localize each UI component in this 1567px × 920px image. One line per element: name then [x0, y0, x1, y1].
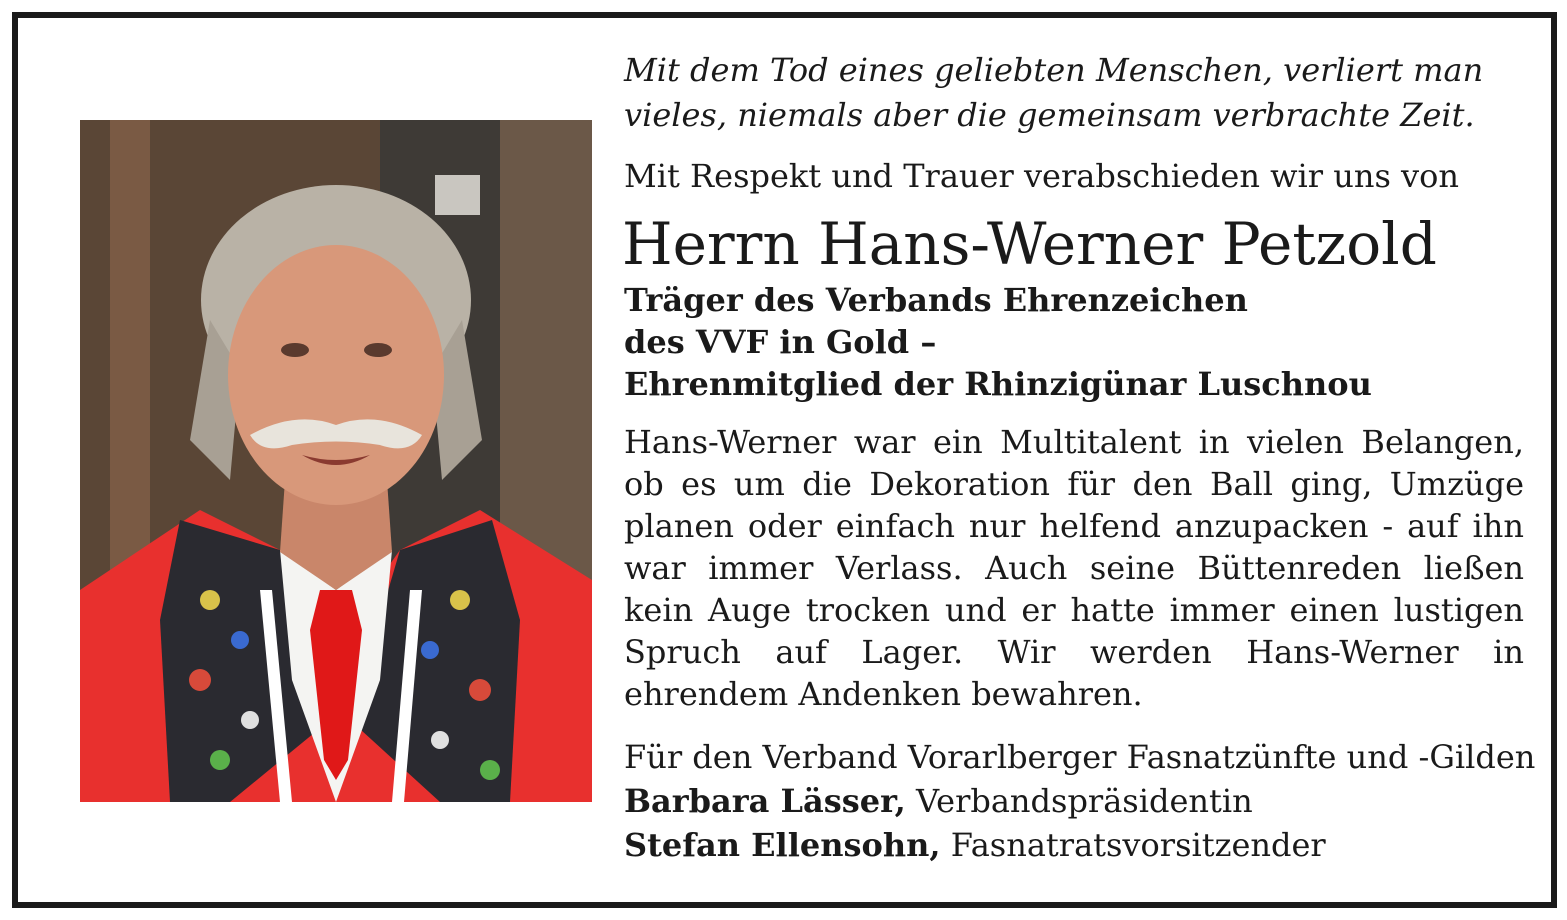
signer-line [624, 779, 1544, 823]
memorial-quote [624, 48, 1544, 138]
tribute-text: Hans-Werner war ein Multitalent in vielen Belangen, ob es um die Dekoration für den Ball ging, Umzüge planen oder einfach nur helfend anzupacken - auf ihn war immer Verlass. Auch seine Büttenreden ließen kein Auge trocken und er hatte immer einen lustigen Spruch auf Lager. Wir werden Hans-Werner in ehrendem Andenken bewahren. [624, 423, 1524, 713]
honor-line: Ehrenmitglied der Rhinzigünar Luschnou [624, 365, 1372, 403]
signer-role: Verbandspräsidentin [915, 782, 1253, 820]
signoff [624, 735, 1544, 867]
honors-list [624, 279, 1544, 405]
obituary-text [624, 48, 1544, 867]
signer-name: Stefan Ellensohn, [624, 826, 941, 864]
honor-line: Träger des Verbands Ehrenzeichen [624, 281, 1248, 319]
signer-role: Fasnatratsvorsitzender [950, 826, 1326, 864]
deceased-name: Herrn Hans-Werner Petzold [622, 210, 1437, 278]
obituary-frame [12, 12, 1557, 908]
signer-line [624, 823, 1544, 867]
quote-line: Mit dem Tod eines geliebten Menschen, verliert man [624, 51, 1484, 89]
intro-text: Mit Respekt und Trauer verabschieden wir uns von [624, 157, 1459, 195]
honor-line: des VVF in Gold – [624, 323, 937, 361]
signoff-organization: Für den Verband Vorarlberger Fasnatzünfte und -Gilden [624, 738, 1536, 776]
quote-line: vieles, niemals aber die gemeinsam verbrachte Zeit. [624, 96, 1475, 134]
signer-name: Barbara Lässer, [624, 782, 906, 820]
portrait-photo [80, 120, 592, 802]
